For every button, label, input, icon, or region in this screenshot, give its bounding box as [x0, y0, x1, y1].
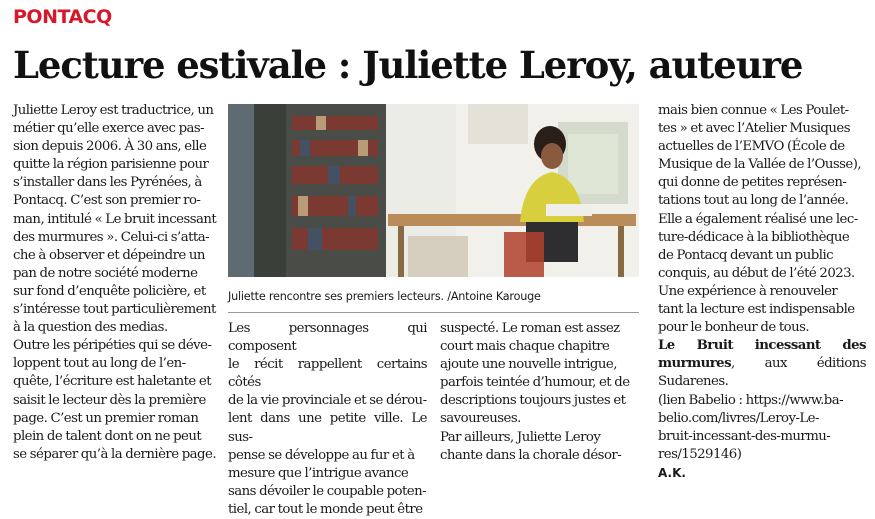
paragraph: Par ailleurs, Juliette Leroy chante dans la chorale désor-: [440, 429, 622, 463]
paragraph: Juliette Leroy est traductrice, un métier qu’elle exerce avec pas- sion depuis 2006. À 30 ans, elle quitte la région parisienne pour s’installer dans les Pyrénées, à Pontacq. C’est son premier ro- man, intitulé « Le bruit incessant des murmures ». Celui-ci s’atta- che à observer et dépeindre un pan de notre société moderne sur fond d’enquête policière, et s’intéresse tout particulièrement à la question des medias.: [13, 103, 217, 336]
article-headline: Lecture estivale : Juliette Leroy, auteure: [13, 43, 803, 87]
article-photo: [228, 104, 639, 277]
author-signature: A.K.: [658, 465, 686, 480]
article-column-4: [658, 102, 866, 483]
article-column-1: [13, 102, 221, 464]
book-publisher: , aux éditions Sudarenes.: [658, 356, 866, 390]
paragraph: mais bien connue « Les Poulet- tes » et avec l’Atelier Musiques actuelles de l’EMVO (École de Musique de la Vallée de l’Ousse), qui donne de petites représen- tations tout au long de l’année.: [658, 103, 862, 209]
paragraph: Les personnages qui composent le récit rappellent certains côtés de la vie provinciale et se dérou- lent dans une petite ville. Le sus- pense se développe au fur et à mesure que l’intrigue avance sans dévoiler le coupable poten- tiel, car tout le monde peut être: [228, 321, 427, 517]
article-column-3: [440, 320, 639, 465]
section-kicker: PONTACQ: [13, 6, 112, 28]
paragraph: suspecté. Le roman est assez court mais chaque chapitre ajoute une nouvelle intrigue, parfois teintée d’humour, et de descriptions toujours justes et savoureuses.: [440, 321, 630, 427]
photo-illustration: [228, 104, 639, 277]
book-title: Le Bruit incessant des murmures: [658, 338, 866, 372]
caption-divider: [228, 312, 639, 313]
book-reference: Le Bruit incessant des murmures, aux éditions Sudarenes. (lien Babelio : https://www.ba- belio.com/livres/Leroy-Le- bruit-incessant-des-murmu- res/1529146): [658, 338, 866, 462]
paragraph: Outre les péripéties qui se déve- loppent tout au long de l’en- quête, l’écriture est haletante et saisit le lecteur dès la première page. C’est un premier roman plein de talent dont on ne peut se séparer qu’à la dernière page.: [13, 338, 216, 462]
photo-caption: Juliette rencontre ses premiers lecteurs. /Antoine Karouge: [228, 290, 541, 303]
article-column-2: [228, 320, 427, 519]
paragraph: Elle a également réalisé une lec- ture-dédicace à la bibliothèque de Pontacq devant un public conquis, au début de l’été 2023. Une expérience à renouveler tant la lecture est indispensable pour le bonheur de tous.: [658, 211, 858, 336]
